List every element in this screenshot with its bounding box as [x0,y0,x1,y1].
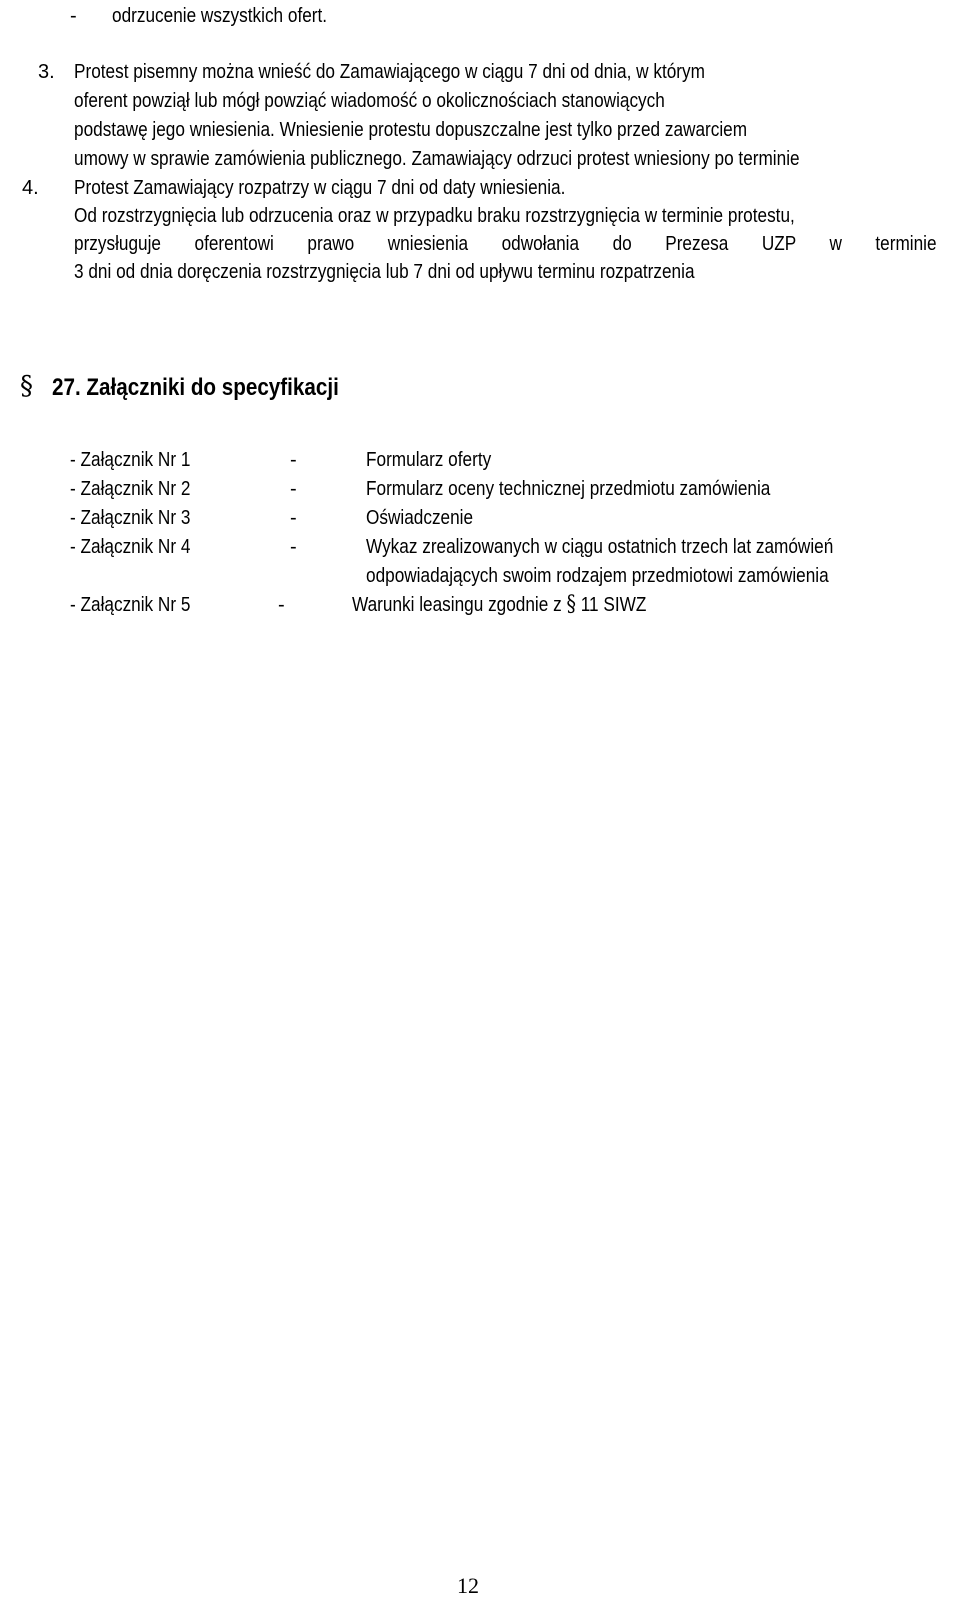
item4-line4 [74,258,796,286]
item3-number: 3. [38,61,55,83]
item4-line1-inner: Protest Zamawiający rozpatrzy w ciągu 7 dni od daty wniesienia. [74,177,566,199]
attachment-label-inner: - Załącznik Nr 2 [70,478,191,500]
attachment-desc-inner [352,591,646,619]
item4-line4-inner: 3 dni od dnia doręczenia rozstrzygnięcia lub 7 dni od upływu terminu rozpatrzenia [74,261,695,283]
attachment-label [70,533,210,561]
attachment-desc [366,504,491,532]
attachment-desc-inner: Formularz oceny technicznej przedmiotu zamówienia [366,478,771,500]
item4-line2-inner: Od rozstrzygnięcia lub odrzucenia oraz w przypadku braku rozstrzygnięcia w terminie protestu, [74,205,795,227]
attachment-label-inner: - Załącznik Nr 3 [70,507,191,529]
section-sign-icon: § [566,592,576,617]
item3-line2 [74,87,761,115]
attachment-dash: - [290,536,297,558]
item3-line1 [74,58,808,86]
item4-number: 4. [22,177,39,199]
attachment-desc [352,591,694,619]
attachment-label [70,504,210,532]
attachment-dash: - [290,449,297,471]
item3-line1-inner: Protest pisemny można wnieść do Zamawiającego w ciągu 7 dni od dnia, w którym [74,61,705,83]
attachment-label [70,475,210,503]
attachment-desc [366,475,836,503]
prev-item-dash: - [70,5,77,27]
attachment-label-inner: - Załącznik Nr 5 [70,594,191,616]
item4-line3 [74,230,937,258]
item3-line3-inner: podstawę jego wniesienia. Wniesienie protestu dopuszczalne jest tylko przed zawarciem [74,119,748,141]
prev-item-text [112,2,362,30]
item3-line3 [74,116,857,144]
attachment-label-inner: - Załącznik Nr 4 [70,536,191,558]
attachment-dash: - [290,478,297,500]
attachment-desc-tail: 11 SIWZ [580,594,647,616]
section-sign-icon: § [20,371,33,401]
attachment-desc-text: Warunki leasingu zgodnie z [352,594,562,616]
item3-line4 [74,145,918,173]
attachment-desc-continued [366,562,904,590]
item4-line3-inner: przysługuje oferentowi prawo wniesienia odwołania do Prezesa UZP w terminie [74,233,937,255]
item4-line1 [74,174,645,202]
attachment-desc [366,446,512,474]
prev-item-text-inner: odrzucenie wszystkich ofert. [112,5,328,27]
section-27-title-inner: 27. Załączniki do specyfikacji [52,374,339,401]
attachment-desc-continued-inner: odpowiadających swoim rodzajem przedmiotowi zamówienia [366,565,829,587]
attachment-label [70,446,210,474]
attachment-dash: - [290,507,297,529]
page-number: 12 [457,1573,479,1598]
attachment-desc-inner: Oświadczenie [366,507,474,529]
item3-line4-inner: umowy w sprawie zamówienia publicznego. Zamawiający odrzuci protest wniesiony po terminie [74,148,800,170]
item3-line2-inner: oferent powziął lub mógł powziąć wiadomość o okolicznościach stanowiących [74,90,665,112]
attachment-desc-inner: Formularz oferty [366,449,492,471]
attachment-dash: - [278,594,285,616]
attachment-label-inner: - Załącznik Nr 1 [70,449,191,471]
attachment-desc-inner: Wykaz zrealizowanych w ciągu ostatnich trzech lat zamówień [366,536,834,558]
attachment-desc [366,533,909,561]
item4-line2 [74,202,912,230]
section-27-title [52,374,386,402]
attachment-label [70,591,210,619]
